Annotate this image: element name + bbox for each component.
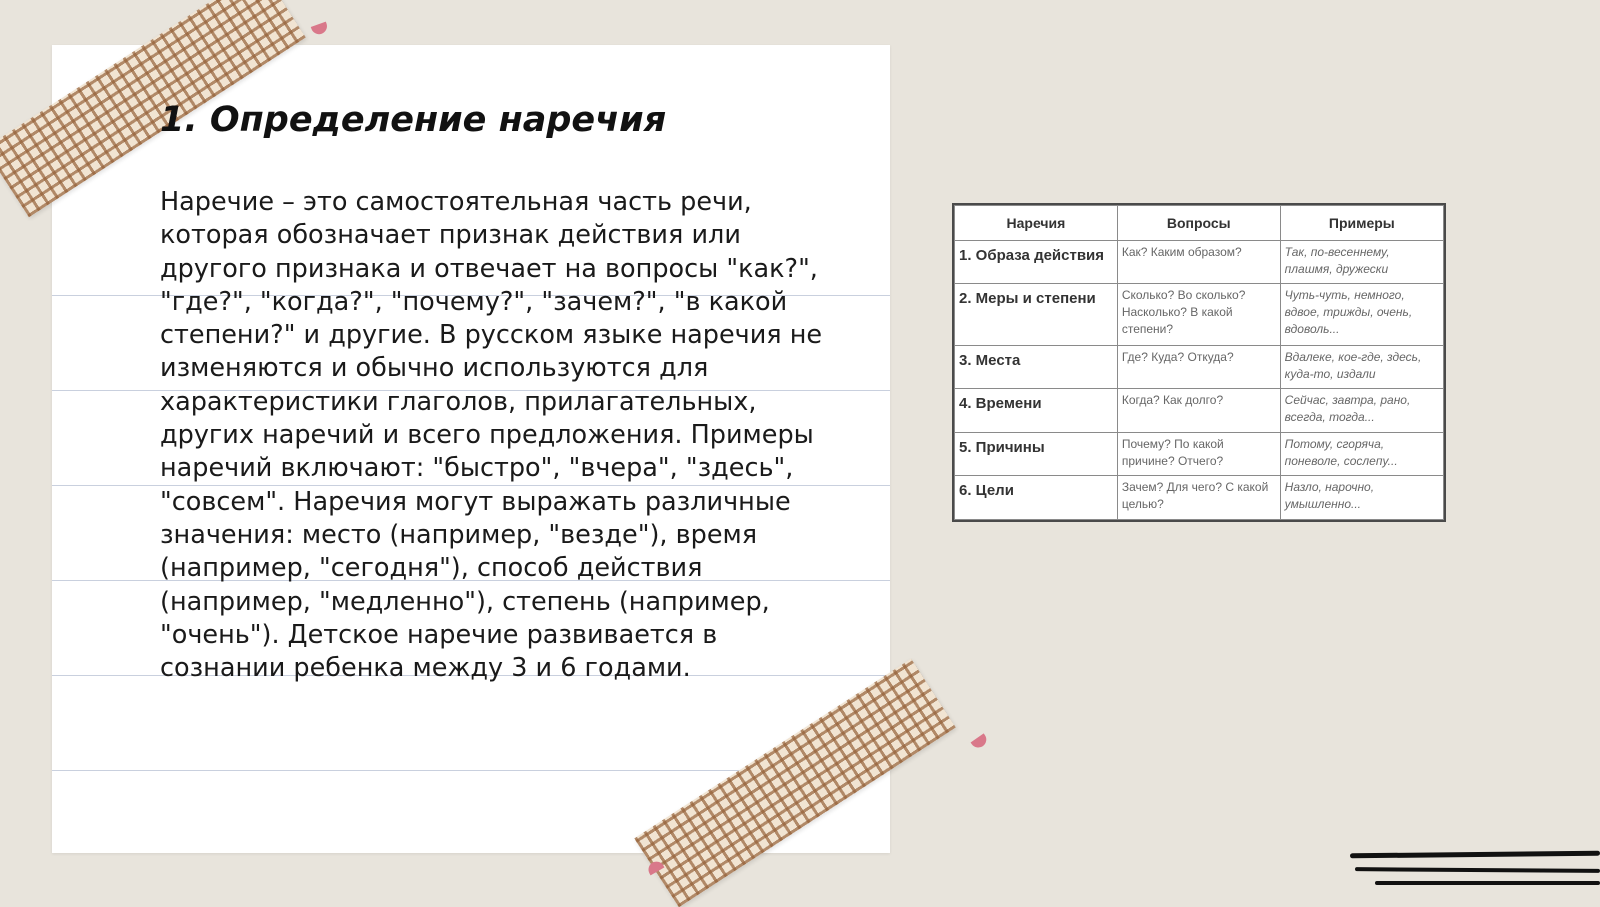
adverb-type-cell: 6. Цели <box>955 476 1118 520</box>
questions-cell: Где? Куда? Откуда? <box>1117 346 1280 389</box>
questions-cell: Сколько? Во сколько? Насколько? В какой степени? <box>1117 284 1280 346</box>
questions-cell: Почему? По какой причине? Отчего? <box>1117 432 1280 475</box>
adverb-types-table <box>952 203 1446 522</box>
table-header-cell: Вопросы <box>1117 206 1280 241</box>
table-row <box>955 241 1444 284</box>
examples-cell: Потому, сгоряча, поневоле, сослепу... <box>1280 432 1443 475</box>
decorative-brush-stroke <box>1375 881 1600 885</box>
questions-cell: Зачем? Для чего? С какой целью? <box>1117 476 1280 520</box>
adverb-type-cell: 1. Образа действия <box>955 241 1118 284</box>
tape-pin-icon <box>311 22 329 37</box>
decorative-brush-stroke <box>1350 851 1600 859</box>
table-row <box>955 284 1444 346</box>
tape-pin-icon <box>971 733 990 750</box>
adverb-type-cell: 5. Причины <box>955 432 1118 475</box>
definition-paragraph: Наречие – это самостоятельная часть речи, которая обозначает признак действия или другого признака и отвечает на вопросы "как?", "где?", "когда?", "почему?", "зачем?", "в какой степени?" и другие. В русском языке наречия не изменяются и обычно используются для характеристики глаголов, прилагательных, других наречий и всего предложения. Примеры наречий включают: "быстро", "вчера", "здесь", "совсем". Наречия могут выражать различные значения: место (например, "везде"), время (например, "сегодня"), способ действия (например, "медленно"), степень (например, "очень"). Детское наречие развивается в сознании ребенка между 3 и 6 годами. <box>160 187 823 684</box>
table-row <box>955 346 1444 389</box>
table-row <box>955 476 1444 520</box>
decorative-brush-stroke <box>1355 867 1600 873</box>
adverb-type-cell: 3. Места <box>955 346 1118 389</box>
table-row <box>955 432 1444 475</box>
adverb-type-cell: 2. Меры и степени <box>955 284 1118 346</box>
questions-cell: Как? Каким образом? <box>1117 241 1280 284</box>
examples-cell: Сейчас, завтра, рано, всегда, тогда... <box>1280 389 1443 432</box>
examples-cell: Так, по-весеннему, плашмя, дружески <box>1280 241 1443 284</box>
table-header-row <box>955 206 1444 241</box>
table-header-cell: Наречия <box>955 206 1118 241</box>
slide-title: 1. Определение наречия <box>160 100 667 140</box>
adverb-type-cell: 4. Времени <box>955 389 1118 432</box>
examples-cell: Назло, нарочно, умышленно... <box>1280 476 1443 520</box>
table-row <box>955 389 1444 432</box>
questions-cell: Когда? Как долго? <box>1117 389 1280 432</box>
examples-cell: Вдалеке, кое-где, здесь, куда-то, издали <box>1280 346 1443 389</box>
table-header-cell: Примеры <box>1280 206 1443 241</box>
examples-cell: Чуть-чуть, немного, вдвое, трижды, очень, вдоволь... <box>1280 284 1443 346</box>
